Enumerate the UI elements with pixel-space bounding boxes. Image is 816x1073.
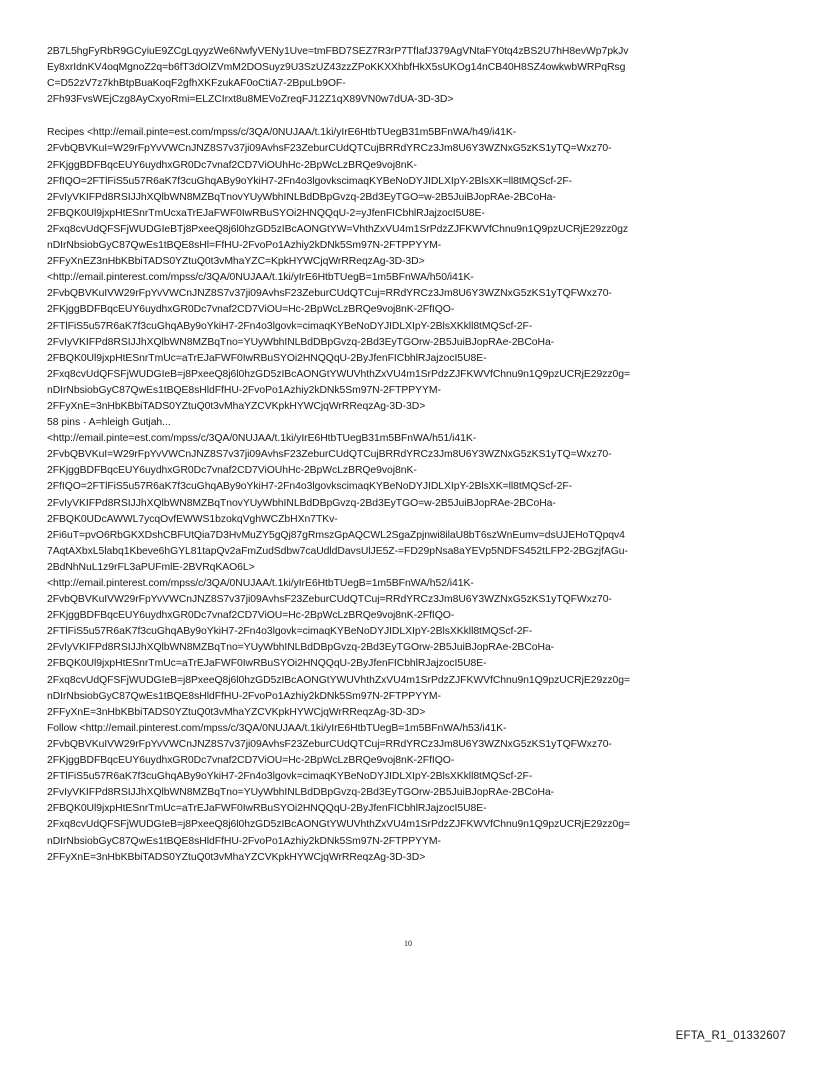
text-line: <http://email.pinte=est.com/mpss/c/3QA/0NUJAA/t.1ki/yIrE6HtbTUegB31m5BFnWA/h51/i41K- bbox=[47, 433, 477, 445]
text-line: 2Fxq8cvUdQFSFjWUDGIeB=j8PxeeQ8j6l0hzGD5zIBcAONGtYWUVhthZxVU4m1SrPdzZJFKWVfChnu9n1Q9pzUCRjE29zz0g= bbox=[47, 674, 630, 686]
text-line: 2FfIQO=2FTlFiS5u57R6aK7f3cuGhqABy9oYkiH7-2Fn4o3lgovkscimaqKYBeNoDYJIDLXIpY-2BlsXK=ll8tMQScf-2F- bbox=[47, 175, 573, 187]
text-line: 2FKjggBDFBqcEUY6uydhxGR0Dc7vnaf2CD7ViOU=Hc-2BpWcLzBRQe9voj8nK-2FfIQO- bbox=[47, 610, 455, 622]
text-line: 2Fi6uT=pvO6RbGKXDshCBFUtQia7D3HvMuZY5gQj87gRmszGpAQCWL2SgaZpjnwi8ilaU8bT6szWnEumv=dsUJEHoTQpqv4 bbox=[47, 529, 625, 541]
text-line: nDIrNbsiobGyC87QwEs1tBQE8sHldFfHU-2FvoPo1Azhiy2kDNk5Sm97N-2FTPPYYM- bbox=[47, 690, 441, 702]
text-line: <http://email.pinterest.com/mpss/c/3QA/0NUJAA/t.1ki/yIrE6HtbTUegB=1m5BFnWA/h52/i41K- bbox=[47, 578, 474, 589]
document-body bbox=[47, 44, 782, 866]
text-line: 2FvbQBVKuI=W29rFpYvVWCnJNZ8S7v37ji09AvhsF23ZeburCUdQTCujBRRdYRCz3Jm8U6Y3WZNxG5zKS1yTQ=Wxz70- bbox=[47, 449, 612, 461]
text-line: 2FvbQBVKuIVW29rFpYvVWCnJNZ8S7v37ji09AvhsF23ZeburCUdQTCuj=RRdYRCz3Jm8U6Y3WZNxG5zKS1yTQFWxz70- bbox=[47, 738, 612, 750]
text-line: Follow <http://email.pinterest.com/mpss/c/3QA/0NUJAA/t.1ki/yIrE6HtbTUegB=1m5BFnWA/h53/i41K- bbox=[47, 722, 507, 734]
text-line: nDIrNbsiobGyC87QwEs1tBQE8sHldFfHU-2FvoPo1Azhiy2kDNk5Sm97N-2FTPPYYM- bbox=[47, 384, 441, 396]
paragraph-2 bbox=[47, 125, 782, 865]
text-line: 2FTlFiS5u57R6aK7f3cuGhqABy9oYkiH7-2Fn4o3lgovk=cimaqKYBeNoDYJIDLXIpY-2BlsXKkll8tMQScf-2F- bbox=[47, 626, 533, 638]
text-line: 2B7L5hgFyRbR9GCyiuE9ZCgLqyyzWe6NwfyVENy1Uve=tmFBD7SEZ7R3rP7TfIafJ379AgVNtaFY0tq4zBS2U7hH8evWp7pkJv bbox=[47, 46, 629, 57]
text-line: 2FKjggBDFBqcEUY6uydhxGR0Dc7vnaf2CD7ViOUhHc-2BpWcLzBRQe9voj8nK- bbox=[47, 465, 417, 477]
text-line: 2FvIyVKIFPd8RSIJJhXQlbWN8MZBqTno=YUyWbhINLBdDBpGvzq-2Bd3EyTGOrw-2B5JuiBJopRAe-2BCoHa- bbox=[47, 336, 555, 348]
text-line: 2FTlFiS5u57R6aK7f3cuGhqABy9oYkiH7-2Fn4o3lgovk=cimaqKYBeNoDYJIDLXIpY-2BlsXKkll8tMQScf-2F- bbox=[47, 320, 533, 332]
text-line: 2Fxq8cvUdQFSFjWUDGIeBTj8PxeeQ8j6l0hzGD5zIBcAONGtYW=VhthZxVU4m1SrPdzZJFKWVfChnu9n1Q9pzUCRjE29zz0gz bbox=[47, 223, 628, 235]
text-line: 2FBQK0UDcAWWL7ycqOvfEWWS1bzokqVghWCZbHXn7TKv- bbox=[47, 513, 338, 525]
text-line: 2FFyXnE=3nHbKBbiTADS0YZtuQ0t3vMhaYZCVKpkHYWCjqWrRReqzAg-3D-3D> bbox=[47, 851, 426, 863]
text-line: 2Fxq8cvUdQFSFjWUDGIeB=j8PxeeQ8j6l0hzGD5zIBcAONGtYWUVhthZxVU4m1SrPdzZJFKWVfChnu9n1Q9pzUCRjE29zz0g= bbox=[47, 819, 630, 831]
bates-number: EFTA_R1_01332607 bbox=[675, 1030, 786, 1042]
text-line: 2FFyXnE=3nHbKBbiTADS0YZtuQ0t3vMhaYZCVKpkHYWCjqWrRReqzAg-3D-3D> bbox=[47, 400, 426, 412]
text-line: 2FvIyVKIFPd8RSIJJhXQlbWN8MZBqTnovYUyWbhINLBdDBpGvzq-2Bd3EyTGO=w-2B5JuiBJopRAe-2BCoHa- bbox=[47, 191, 556, 203]
text-line: 2FBQK0Ul9jxpHtESnrTmUcxaTrEJaFWF0IwRBuSYOi2HNQQqU-2=yJfenFICbhlRJajzocI5U8E- bbox=[47, 207, 485, 219]
text-line: C=D52zV7z7khBtpBuaKoqF2gfhXKFzukAF0oCtiA7-2BpuLb9OF- bbox=[47, 78, 346, 90]
text-line: 2FKjggBDFBqcEUY6uydhxGR0Dc7vnaf2CD7ViOUhHc-2BpWcLzBRQe9voj8nK- bbox=[47, 159, 417, 171]
text-line: 2FBQK0Ul9jxpHtESnrTmUc=aTrEJaFWF0IwRBuSYOi2HNQQqU-2ByJfenFICbhlRJajzocI5U8E- bbox=[47, 803, 487, 815]
text-line: 2FKjggBDFBqcEUY6uydhxGR0Dc7vnaf2CD7ViOU=Hc-2BpWcLzBRQe9voj8nK-2FfIQO- bbox=[47, 755, 455, 767]
text-line: 58 pins · A=hleigh Gutjah... bbox=[47, 417, 171, 429]
page-number: 10 bbox=[404, 939, 412, 948]
text-line: 2FFyXnE=3nHbKBbiTADS0YZtuQ0t3vMhaYZCVKpkHYWCjqWrRReqzAg-3D-3D> bbox=[47, 706, 426, 718]
text-line: 2FvbQBVKuIVW29rFpYvVWCnJNZ8S7v37ji09AvhsF23ZeburCUdQTCuj=RRdYRCz3Jm8U6Y3WZNxG5zKS1yTQFWxz70- bbox=[47, 288, 612, 300]
text-line: nDIrNbsiobGyC87QwEs1tBQE8sHl=FfHU-2FvoPo1Azhiy2kDNk5Sm97N-2FTPPYYM- bbox=[47, 240, 442, 252]
text-line: 2FvIyVKIFPd8RSIJJhXQlbWN8MZBqTno=YUyWbhINLBdDBpGvzq-2Bd3EyTGOrw-2B5JuiBJopRAe-2BCoHa- bbox=[47, 787, 555, 799]
text-line: 2FTlFiS5u57R6aK7f3cuGhqABy9oYkiH7-2Fn4o3lgovk=cimaqKYBeNoDYJIDLXIpY-2BlsXKkll8tMQScf-2F- bbox=[47, 771, 533, 783]
text-line: 2BdNhNuL1z9rFL3aPUFmlE-2BVRqKAO6L> bbox=[47, 561, 255, 573]
text-line: <http://email.pinterest.com/mpss/c/3QA/0NUJAA/t.1ki/yIrE6HtbTUegB=1m5BFnWA/h50/i41K- bbox=[47, 272, 474, 284]
paragraph-1 bbox=[47, 44, 782, 108]
text-line: Recipes <http://email.pinte=est.com/mpss/c/3QA/0NUJAA/t.1ki/yIrE6HtbTUegB31m5BFnWA/h49/i41K- bbox=[47, 127, 517, 139]
text-line: 2Fh93FvsWEjCzg8AyCxyoRmi=ELZCIrxt8u8MEVoZreqFJ12Z1qX89VN0w7dUA-3D-3D> bbox=[47, 94, 454, 106]
text-line: 2FvbQBVKuI=W29rFpYvVWCnJNZ8S7v37ji09AvhsF23ZeburCUdQTCujBRRdYRCz3Jm8U6Y3WZNxG5zKS1yTQ=Wxz70- bbox=[47, 143, 612, 155]
text-line: 2FvIyVKIFPd8RSIJJhXQlbWN8MZBqTno=YUyWbhINLBdDBpGvzq-2Bd3EyTGOrw-2B5JuiBJopRAe-2BCoHa- bbox=[47, 642, 555, 654]
text-line: nDIrNbsiobGyC87QwEs1tBQE8sHldFfHU-2FvoPo1Azhiy2kDNk5Sm97N-2FTPPYYM- bbox=[47, 835, 441, 847]
text-line: Ey8xrIdnKV4oqMgnoZ2q=b6fT3dOlZVmM2DOSuyz9U3SzUZ43zzZPoKKXXhbfHkX5sUKOg14nCB40H8SZ4owkwbWRPqRsg bbox=[47, 62, 626, 74]
text-line: 2FBQK0Ul9jxpHtESnrTmUc=aTrEJaFWF0IwRBuSYOi2HNQQqU-2ByJfenFICbhlRJajzocI5U8E- bbox=[47, 658, 487, 670]
paragraph-gap bbox=[47, 108, 782, 125]
text-line: 2Fxq8cvUdQFSFjWUDGIeB=j8PxeeQ8j6l0hzGD5zIBcAONGtYWUVhthZxVU4m1SrPdzZJFKWVfChnu9n1Q9pzUCRjE29zz0g= bbox=[47, 368, 630, 380]
text-line: 2FfIQO=2FTlFiS5u57R6aK7f3cuGhqABy9oYkiH7-2Fn4o3lgovkscimaqKYBeNoDYJIDLXIpY-2BlsXK=ll8tMQScf-2F- bbox=[47, 481, 573, 493]
text-line: 2FFyXnEZ3nHbKBbiTADS0YZtuQ0t3vMhaYZC=KpkHYWCjqWrRReqzAg-3D-3D> bbox=[47, 256, 425, 268]
text-line: 2FvbQBVKuIVW29rFpYvVWCnJNZ8S7v37ji09AvhsF23ZeburCUdQTCuj=RRdYRCz3Jm8U6Y3WZNxG5zKS1yTQFWxz70- bbox=[47, 594, 612, 606]
text-line: 2FvIyVKIFPd8RSIJJhXQlbWN8MZBqTnovYUyWbhINLBdDBpGvzq-2Bd3EyTGO=w-2B5JuiBJopRAe-2BCoHa- bbox=[47, 497, 556, 509]
text-line: 2FBQK0Ul9jxpHtESnrTmUc=aTrEJaFWF0IwRBuSYOi2HNQQqU-2ByJfenFICbhlRJajzocI5U8E- bbox=[47, 352, 487, 364]
text-line: 7AqtAXbxL5labq1Kbeve6hGYL81tapQv2aFmZudSdbw7caUdldDavsUlJE5Z-=FD29pNsa8aYEVp5NDFS452tLFP2-2BGzjfAGu- bbox=[47, 545, 628, 557]
text-line: 2FKjggBDFBqcEUY6uydhxGR0Dc7vnaf2CD7ViOU=Hc-2BpWcLzBRQe9voj8nK-2FfIQO- bbox=[47, 304, 455, 316]
